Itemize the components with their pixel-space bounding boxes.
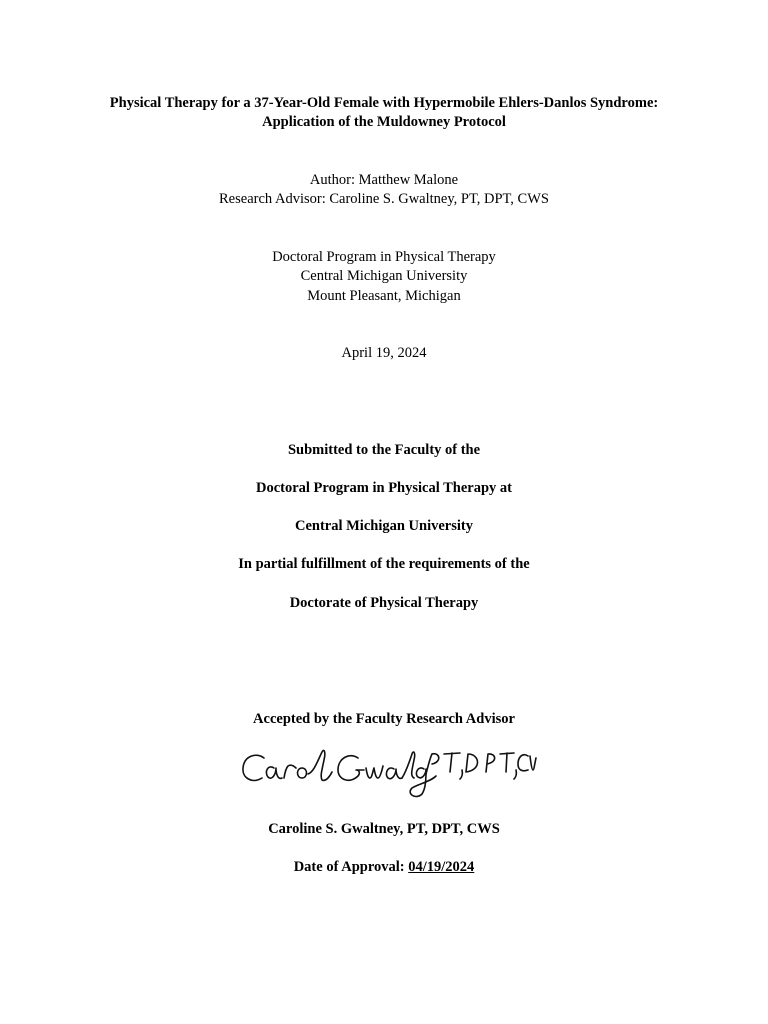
- title-line-1: Physical Therapy for a 37-Year-Old Female with Hypermobile Ehlers-Danlos Syndrome:: [109, 95, 659, 111]
- advisor-line: Research Advisor: Caroline S. Gwaltney, PT, DPT, CWS: [219, 191, 549, 207]
- acceptance-heading: Accepted by the Faculty Research Advisor: [253, 711, 515, 727]
- approval-date-line: [0, 858, 768, 877]
- approval-date: 04/19/2024: [408, 859, 475, 875]
- program-line: Doctoral Program in Physical Therapy: [272, 249, 496, 265]
- signer-name: Caroline S. Gwaltney, PT, DPT, CWS: [268, 821, 500, 837]
- location-line: Mount Pleasant, Michigan: [307, 288, 461, 304]
- handwritten-signature: [238, 744, 538, 802]
- submission-line-5: Doctorate of Physical Therapy: [289, 595, 479, 611]
- submission-line-4: In partial fulfillment of the requirements of the: [238, 556, 530, 572]
- submission-line-3: Central Michigan University: [294, 518, 473, 534]
- submission-line-1: Submitted to the Faculty of the: [287, 442, 481, 458]
- author-line: Author: Matthew Malone: [309, 172, 459, 188]
- date-line: April 19, 2024: [341, 345, 427, 361]
- title-line-2: Application of the Muldowney Protocol: [262, 114, 506, 130]
- approval-label: Date of Approval:: [293, 859, 409, 875]
- university-line: Central Michigan University: [300, 268, 468, 284]
- submission-line-2: Doctoral Program in Physical Therapy at: [255, 480, 512, 496]
